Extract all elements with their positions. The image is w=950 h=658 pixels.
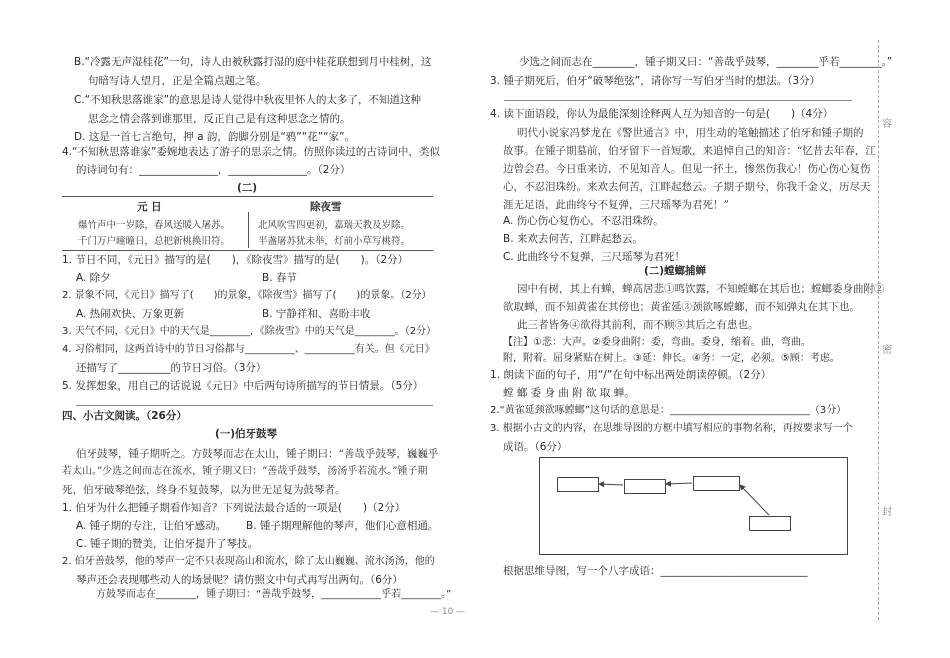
- r-q4: 4. 读下面语段，你认为最能深刻诠释两人互为知音的一句是( )（4分）: [490, 108, 834, 120]
- s2-q1-option-a: A. 除夕: [76, 272, 111, 284]
- excerpt-line4: 心，不忍泪珠纷。来欢去何苦，江畔起愁云。子期子期兮，你我千金义，历尽天: [503, 181, 871, 193]
- r-q4-option-c: C. 此曲终兮不复弹，三尺瑶琴为君死！: [503, 251, 686, 263]
- s2-q1-option-b: B. 春节: [262, 272, 297, 284]
- r-s2-q1-sentence: 螳 螂 委 身 曲 附 欲 取 蝉。: [503, 387, 635, 399]
- binding-char-1: 容: [882, 119, 892, 130]
- binding-line: [878, 40, 879, 620]
- note-line1: 【注】①悲：大声。②委身曲附：委，弯曲。委身，缩着。曲，弯曲。: [503, 337, 811, 348]
- q3-option-c-line1: C.“不知秋思落谁家”的意思是诗人觉得中秋夜里怀人的太多了，不知道这种: [74, 94, 422, 106]
- poem2-line1: 北风吹雪四更初，嘉瑞天教及岁除。: [258, 220, 411, 231]
- q4-line1: 4.“不知秋思落谁家”委婉地表达了游子的思亲之情。仿照你读过的古诗词中，类似: [62, 146, 440, 158]
- s2-q2-option-a: A. 热闹欢快、万象更新: [76, 308, 185, 320]
- poem1-line1: 爆竹声中一岁除，春风送暖入屠苏。: [78, 220, 231, 231]
- section2-title: (二): [236, 182, 258, 194]
- s2-q2: 2. 景象不同，《元日》描写了( )的景象，《除夜雪》描写了( )的景象。（2分）: [62, 290, 432, 301]
- answer-line: [504, 100, 852, 101]
- s4-q1-option-c: C. 锺子期的赞美，让伯牙提升了琴技。: [76, 538, 259, 550]
- q3-option-d: D. 这是一首七言绝句，押 a 韵，韵脚分别是“鸦”“花”“家”。: [74, 131, 356, 143]
- page-number: — 10 —: [430, 607, 466, 617]
- r-s2-q1: 1. 朗读下面的句子，用“/”在句中标出两处朗读停顿。（2分）: [490, 369, 772, 381]
- binding-char-2: 密: [882, 345, 892, 356]
- excerpt-line1: 明代小说家冯梦龙在《警世通言》中，用生动的笔触描述了伯牙和锺子期的: [517, 127, 864, 139]
- section4-heading: 四、小古文阅读。（26分）: [62, 410, 187, 422]
- passage-line1: 伯牙鼓琴，锺子期听之。方鼓琴而志在太山，锺子期曰：“善哉乎鼓琴，巍巍乎: [76, 448, 439, 460]
- s4-q1: 1. 伯牙为什么把锺子期看作知音？下列说法最合适的一项是( )（2分）: [62, 502, 406, 514]
- passage-line2: 若太山。”少选之间而志在流水，锺子期又曰：“善哉乎鼓琴，汤汤乎若流水。”锺子期: [62, 466, 428, 477]
- divider: [62, 196, 433, 197]
- s2-q2-option-b: B. 宁静祥和、喜盼丰收: [262, 308, 371, 320]
- q3-option-b-line1: B.“冷露无声湿桂花”一句，诗人由被秋露打湿的庭中桂花联想到月中桂树，这: [74, 56, 432, 68]
- divider: [62, 250, 433, 251]
- tanglang-line2: 欲取蝉，而不知黄雀在其傍也；黄雀延③颈欲啄螳螂，而不知弹丸在其下也。: [503, 301, 860, 313]
- answer-line: [76, 405, 433, 406]
- mind-map-arrows: [539, 457, 846, 553]
- binding-char-3: 封: [882, 507, 892, 518]
- s4-q1-option-b: B. 锺子期理解他的琴声，他们心意相通。: [246, 520, 439, 532]
- q4-line2: 的诗词句有：_______________，_______________。（2分）: [76, 164, 351, 176]
- r-s2-q3-answer: 根据思维导图，写一个八字成语：____________________________: [503, 565, 808, 577]
- passage-line3: 死，伯牙破琴绝弦，终身不复鼓琴，以为世无足复为鼓琴者。: [62, 484, 346, 496]
- r-s2-q3-line1: 3. 根据小古文的内容，在思维导图的方框中填写相应的事物名称，再按要求写一个: [490, 423, 853, 434]
- q3-option-c-line2: 思念之情会落到谁那里，反正自己是有这种思念之情的。: [88, 113, 351, 125]
- s2-q3: 3. 天气不同，《元日》中的天气是________，《除夜雪》中的天气是________。（2分）: [62, 326, 437, 337]
- poem2-title: 除夜雪: [310, 201, 342, 213]
- s4-q2-line2: 琴声还会表现哪些动人的场景呢？请仿照文中句式再写出两句。（6分）: [76, 574, 403, 586]
- r-q3: 3. 锺子期死后，伯牙“破琴绝弦”，请你写一写伯牙当时的想法。（3分）: [490, 75, 821, 87]
- r-s2-q3-line2: 成语。（6分）: [503, 441, 568, 453]
- tanglang-line1: 园中有树，其上有蝉，蝉高居悲①鸣饮露，不知螳螂在其后也；螳螂委身曲附②: [517, 283, 885, 295]
- r-s2-q2: 2.“黄雀延颈欲啄螳螂”这句话的意思是：____________________________（3分）: [490, 405, 847, 416]
- cont-line: 少选之间而志在________，锺子期又曰：“善哉乎鼓琴，________乎若________。”: [519, 56, 893, 68]
- s2-q5: 5. 发挥想象，用自己的话说说《元日》中后两句诗所描写的节日情景。（5分）: [62, 380, 424, 392]
- subsection-title-tanglang: (二)螳螂捕蝉: [643, 265, 707, 277]
- subsection-title-boya: (一)伯牙鼓琴: [214, 428, 278, 440]
- excerpt-line3: 边曾会君。今日重来访，不见知音人。但见一抔土，惨然伤我心！伤心伤心复伤: [503, 163, 871, 175]
- r-q4-option-b: B. 来欢去何苦，江畔起愁云。: [503, 233, 643, 245]
- s4-q1-option-a: A. 锺子期的专注，让伯牙感动。: [76, 520, 227, 532]
- excerpt-line2: 故事。在锺子期墓前，伯牙留下一首短歌，来追悼自己的知音：“忆昔去年春，江: [503, 145, 876, 157]
- poem-divider: [248, 212, 249, 248]
- poem2-line2: 半盏屠苏犹未举，灯前小草写桃符。: [258, 236, 411, 247]
- poem1-title: 元 日: [137, 201, 162, 213]
- s2-q4-line1: 4. 习俗相同，这两首诗中的节日习俗都与__________、__________有关。但《元日》: [62, 344, 435, 355]
- note-line2: 附，附着。屈身紧贴在树上。③延：伸长。④务：一定，必须。⑤顾：考虑。: [503, 353, 840, 364]
- r-q4-option-a: A. 伤心伤心复伤心，不忍泪珠纷。: [503, 215, 664, 227]
- excerpt-line5: 涯无足语，此曲终兮不复弹，三尺瑶琴为君死！”: [503, 199, 729, 211]
- s2-q1: 1. 节日不同，《元日》描写的是( )，《除夜雪》描写的是( )。（2分）: [62, 254, 409, 266]
- tanglang-line3: 此三者皆务④欲得其前利，而不顾⑤其后之有患也。: [517, 319, 759, 331]
- s4-q2-line1: 2. 伯牙善鼓琴，他的琴声一定不只表现高山和流水，除了太山巍巍、流水汤汤，他的: [62, 556, 435, 567]
- s4-q2-line3: 方鼓琴而志在________，锺子期曰：“善哉乎鼓琴，____________乎若________。”: [96, 589, 452, 600]
- q3-option-b-line2: 句暗写诗人望月，正是全篇点题之笔。: [88, 75, 267, 87]
- s2-q4-line2: 还描写了__________的节日习俗。（3分）: [76, 362, 267, 374]
- poem1-line2: 千门万户曈曈日，总把新桃换旧符。: [78, 236, 231, 247]
